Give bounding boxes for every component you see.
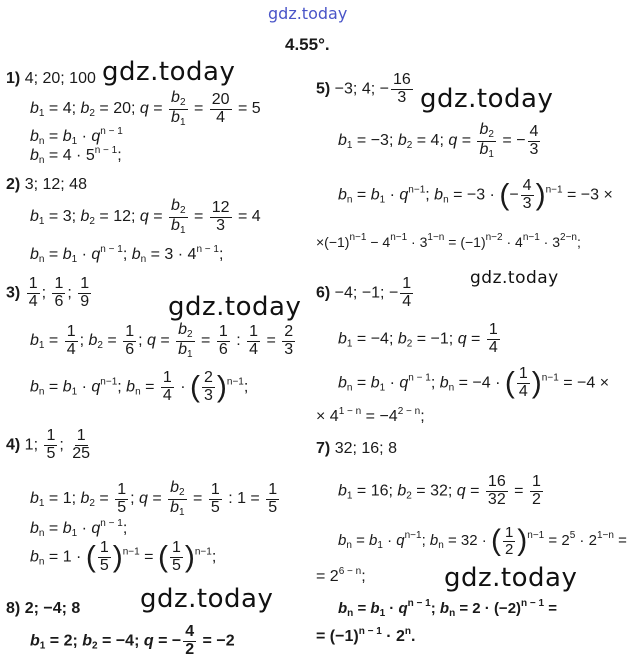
problem-number: 4.55°.: [285, 35, 330, 54]
problem-3-header: 3) $\frac{1}{4}$ ; $\frac{1}{6}$ ; $\frac{1}{9}$: [6, 275, 90, 310]
watermark: gdz.today: [140, 584, 274, 614]
problem-7-header: 7) 32; 16; 8: [316, 440, 397, 457]
watermark: gdz.today: [102, 57, 236, 87]
problem-5-ratio: $b_1 = -3$; $b_2 = 4$; q = $\frac{b_2}{b_1}$ = − $\frac{4}{3}$: [338, 121, 539, 160]
problem-7-answer: = $2^{6 - n}$;: [316, 566, 366, 585]
problem-4-ratio: $b_1 = 1$; $b_2$ = $\frac{1}{5}$ ; q = $\frac{b_2}{b_1}$ = $\frac{1}{5}$ : 1 = $\frac{1}{5}$: [30, 479, 278, 518]
watermark: gdz.today: [444, 563, 578, 593]
problem-4-header: 4) 1; $\frac{1}{5}$ ; $\frac{1}{25}$: [6, 427, 91, 462]
problem-7-ratio: $b_1 = 16$; $b_2 = 32$; q = $\frac{16}{32}$ = $\frac{1}{2}$: [338, 473, 541, 508]
problem-6-ratio: $b_1 = -4$; $b_2 = -1$; q = $\frac{1}{4}$: [338, 321, 498, 356]
problem-8-header: 8) 2; −4; 8: [6, 600, 81, 617]
site-watermark-header: gdz.today: [268, 4, 348, 23]
problem-1-ratio: $b_1 = 4$; $b_2 = 20$; q = $\frac{b_2}{b_1}$ = $\frac{20}{4}$ = 5: [30, 89, 261, 128]
problem-8-ratio: $b_1 = 2$; $b_2 = -4$; q = − $\frac{4}{2}$ = −2: [30, 623, 235, 658]
problem-8-answer: = $(-1)^{n - 1} \cdot 2^n$.: [316, 626, 416, 645]
watermark: gdz.today: [168, 292, 302, 322]
problem-6-header: 6) −4; −1; − $\frac{1}{4}$: [316, 275, 412, 310]
problem-8-formula: $b_n = b_1 \cdot q^{n - 1}$; $b_n = 2 \cdot (-2)^{n - 1}$ =: [338, 598, 558, 619]
problem-1-formula: $b_n = b_1 \cdot q^{n - 1}$: [30, 126, 123, 147]
problem-3-answer: $b_n = b_1 \cdot q^{n-1}$; $b_n$ = $\frac{1}{4}$ · ( $\frac{2}{3}$ )$^{n-1}$;: [30, 369, 249, 404]
problem-5-header: 5) −3; 4; − $\frac{16}{3}$: [316, 71, 411, 106]
problem-5-answer: $\times(-1)^{n-1} - 4^{n-1} \cdot 3^{1-n} = (-1)^{n-2} \cdot 4^{n-1} \cdot 3^{2-n}$;: [316, 232, 581, 250]
problem-6-formula: $b_n = b_1 \cdot q^{n - 1}$; $b_n = -4$ · ( $\frac{1}{4}$ )$^{n-1}$ = −4 ×: [338, 365, 610, 400]
problem-2-ratio: $b_1 = 3$; $b_2 = 12$; q = $\frac{b_2}{b_1}$ = $\frac{12}{3}$ = 4: [30, 197, 261, 236]
problem-4-answer: $b_n = 1$ · ( $\frac{1}{5}$ )$^{n-1}$ = ( $\frac{1}{5}$ )$^{n-1}$;: [30, 539, 217, 574]
problem-1-header: 1) 4; 20; 100: [6, 70, 96, 87]
problem-2-answer: $b_n = b_1 \cdot q^{n - 1}$; $b_n = 3 \cdot 4^{n - 1}$;: [30, 244, 224, 265]
problem-2-header: 2) 3; 12; 48: [6, 176, 87, 193]
problem-6-answer: × $4^{1 - n} = -4^{2 - n}$;: [316, 406, 425, 425]
problem-3-ratio: $b_1$ = $\frac{1}{4}$ ; $b_2$ = $\frac{1}{6}$ ; q = $\frac{b_2}{b_1}$ = $\frac{1}{6}$ : $\frac{1}{4}$ = $\frac{2}{3}$: [30, 321, 294, 360]
watermark: gdz.today: [420, 84, 554, 114]
watermark: gdz.today: [470, 268, 559, 288]
problem-4-formula: $b_n = b_1 \cdot q^{n - 1}$;: [30, 518, 128, 539]
problem-5-formula: $b_n = b_1 \cdot q^{n-1}$; $b_n = -3$ · (− $\frac{4}{3}$ )$^{n-1}$ = −3 ×: [338, 177, 613, 212]
problem-1-answer: $b_n = 4 \cdot 5^{n - 1}$;: [30, 145, 122, 166]
problem-7-formula: $b_n = b_1 \cdot q^{n-1}$; $b_n = 32$ · ( $\frac{1}{2}$ )$^{n-1} = 2^5 \cdot 2^{1-n}$ =: [338, 523, 627, 558]
